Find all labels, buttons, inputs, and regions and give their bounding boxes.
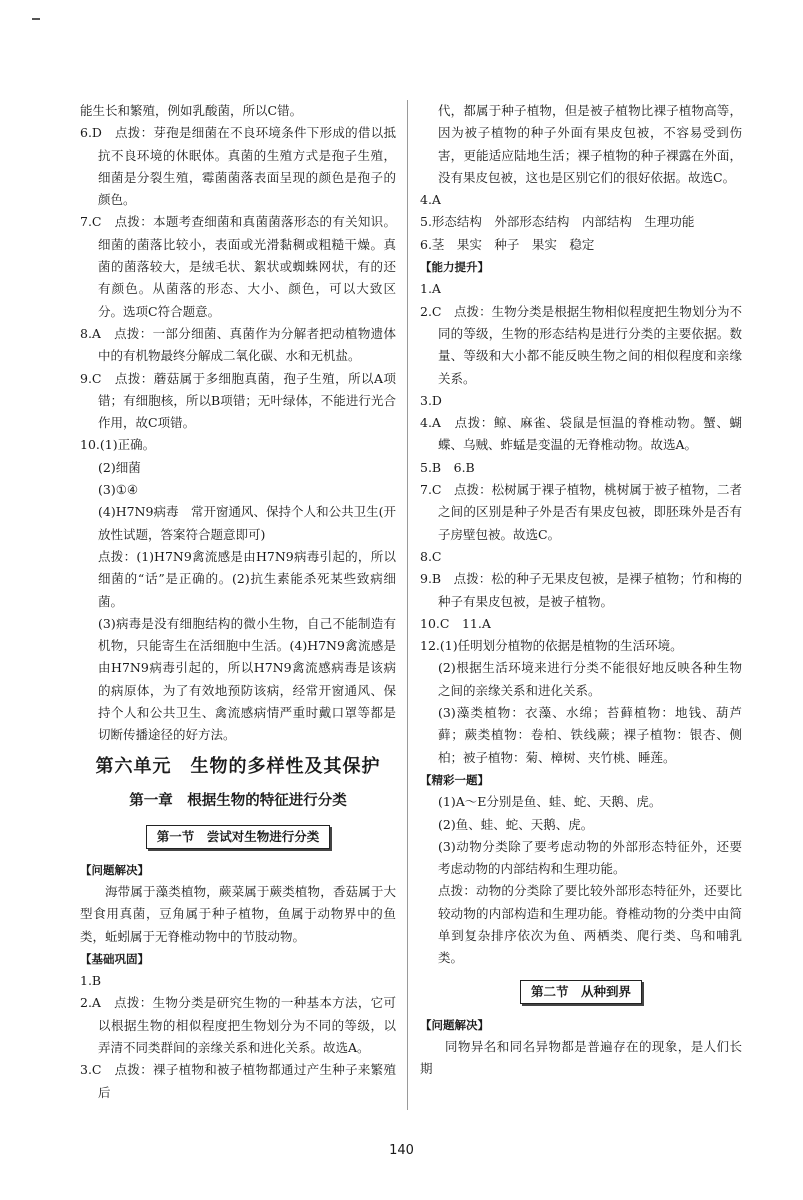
problem-text: 海带属于藻类植物，蕨菜属于蕨类植物，香菇属于大型食用真菌，豆角属于种子植物，鱼属于动物界中的鱼类，蚯蚓属于无脊椎动物中的节肢动物。	[80, 883, 396, 944]
section2-title: 第二节 从种到界	[520, 980, 642, 1004]
ability-2: 2.C 点拨：生物分类是根据生物相似程度把生物划分为不同的等级，生物的形态结构是进行分类的主要依据。数量、等级和大小都不能反映生物之间的相似程度和亲缘关系。	[420, 303, 742, 386]
tag-problem-solving-2: 【问题解决】	[420, 1017, 489, 1032]
problem-text-2: 同物异名和同名异物都是普遍存在的现象，是人们长期	[420, 1038, 742, 1077]
answer-10-4: (4)H7N9病毒 常开窗通风、保持个人和公共卫生(开放性试题，答案符合题意即可)	[98, 504, 396, 542]
right-column	[420, 100, 742, 1080]
basic-4: 4.A	[420, 192, 441, 208]
left-column	[80, 100, 396, 1104]
basic-3-continued: 代，都属于种子植物，但是被子植物比裸子植物高等，因为被子植物的种子外面有果皮包被，不容易受到伤害，更能适应陆地生活；裸子植物的种子裸露在外面，没有果皮包被，这也是区别它们的很好依据。故选C。	[438, 103, 742, 185]
answer-7: 7.C 点拨：本题考查细菌和真菌菌落形态的有关知识。细菌的菌落比较小，表面或光滑黏稠或粗糙干燥。真菌的菌落较大，是绒毛状、絮状或蜘蛛网状，有的还有颜色。从菌落的形态、大小、颜色，可以大致区分。选项C符合题意。	[80, 214, 396, 319]
unit-title: 第六单元 生物的多样性及其保护	[95, 755, 381, 777]
hint-10: 点拨：(1)H7N9禽流感是由H7N9病毒引起的，所以细菌的“话”是正确的。(2)抗生素能杀死某些致病细菌。	[98, 548, 396, 609]
wonder-3: (3)动物分类除了要考虑动物的外部形态特征外，还要考虑动物的内部结构和生理功能。	[438, 838, 742, 877]
wonder-1: (1)A～E分别是鱼、蛙、蛇、天鹅、虎。	[438, 794, 662, 810]
basic-1: 1.B	[80, 973, 102, 989]
tag-basic: 【基础巩固】	[80, 951, 149, 966]
chapter-title: 第一章 根据生物的特征进行分类	[129, 792, 347, 809]
tag-ability: 【能力提升】	[420, 260, 489, 275]
corner-mark	[32, 18, 40, 20]
wonder-2: (2)鱼、蛙、蛇、天鹅、虎。	[438, 816, 594, 832]
column-divider	[407, 100, 408, 1110]
answer-text: 能生长和繁殖，例如乳酸菌，所以C错。	[80, 103, 303, 118]
answer-10: 10.(1)正确。	[80, 437, 156, 453]
ability-9: 9.B 点拨：松的种子无果皮包被，是裸子植物；竹和梅的种子有果皮包被，是被子植物。	[420, 571, 742, 609]
basic-6: 6.茎 果实 种子 果实 稳定	[420, 236, 595, 252]
answer-10-3: (3)①④	[98, 482, 139, 498]
tag-wonderful: 【精彩一题】	[420, 772, 489, 787]
tag-problem-solving: 【问题解决】	[80, 862, 149, 877]
ability-10-11: 10.C 11.A	[420, 615, 491, 631]
answer-8: 8.A 点拨：一部分细菌、真菌作为分解者把动植物遗体中的有机物最终分解成二氧化碳、水和无机盐。	[80, 325, 396, 364]
basic-2: 2.A 点拨：生物分类是研究生物的一种基本方法，它可以根据生物的相似程度把生物划分为不同的等级，以弄清不同类群间的亲缘关系和进化关系。故选A。	[80, 995, 396, 1055]
wonder-hint: 点拨：动物的分类除了要比较外部形态特征外，还要比较动物的内部构造和生理功能。脊椎动物的分类中由简单到复杂排序依次为鱼、两栖类、爬行类、鸟和哺乳类。	[438, 883, 742, 966]
basic-3: 3.C 点拨：裸子植物和被子植物都通过产生种子来繁殖后	[80, 1062, 396, 1100]
answer-9: 9.C 点拨：蘑菇属于多细胞真菌，孢子生殖，所以A项错；有细胞核，所以B项错；无叶绿体，不能进行光合作用，故C项错。	[80, 370, 396, 431]
answer-10-2: (2)细菌	[98, 459, 141, 475]
answer-6: 6.D 点拨：芽孢是细菌在不良环境条件下形成的借以抵抗不良环境的休眠体。真菌的生殖方式是孢子生殖，细菌是分裂生殖，霉菌菌落表面呈现的颜色是孢子的颜色。	[80, 125, 396, 208]
ability-12-3: (3)藻类植物：衣藻、水绵；苔藓植物：地钱、葫芦藓；蕨类植物：卷柏、铁线蕨；裸子植物：银杏、侧柏；被子植物：菊、樟树、夹竹桃、睡莲。	[438, 705, 742, 765]
basic-5: 5.形态结构 外部形态结构 内部结构 生理功能	[420, 214, 695, 230]
ability-8: 8.C	[420, 548, 442, 564]
page-number: 140	[389, 1143, 414, 1158]
ability-12: 12.(1)任明划分植物的依据是植物的生活环境。	[420, 638, 683, 654]
section-title: 第一节 尝试对生物进行分类	[146, 825, 331, 849]
ability-12-2: (2)根据生活环境来进行分类不能很好地反映各种生物之间的亲缘关系和进化关系。	[438, 660, 742, 698]
ability-3: 3.D	[420, 392, 442, 408]
ability-7: 7.C 点拨：松树属于裸子植物，桃树属于被子植物，二者之间的区别是种子外是否有果皮包被，即胚珠外是否有子房壁包被。故选C。	[420, 482, 742, 542]
hint-10-continued: (3)病毒是没有细胞结构的微小生物，自己不能制造有机物，只能寄生在活细胞中生活。(4)H7N9禽流感是由H7N9病毒引起的，所以H7N9禽流感病毒是该病的病原体，为了有效地预防该病，经常开窗通风、保持个人和公共卫生、禽流感病情严重时戴口罩等都是切断传播途径的好方法。	[98, 615, 396, 743]
ability-4: 4.A 点拨：鲸、麻雀、袋鼠是恒温的脊椎动物。蟹、蝴蝶、乌贼、蚱蜢是变温的无脊椎动物。故选A。	[420, 415, 742, 453]
ability-1: 1.A	[420, 281, 441, 297]
ability-5-6: 5.B 6.B	[420, 459, 475, 475]
